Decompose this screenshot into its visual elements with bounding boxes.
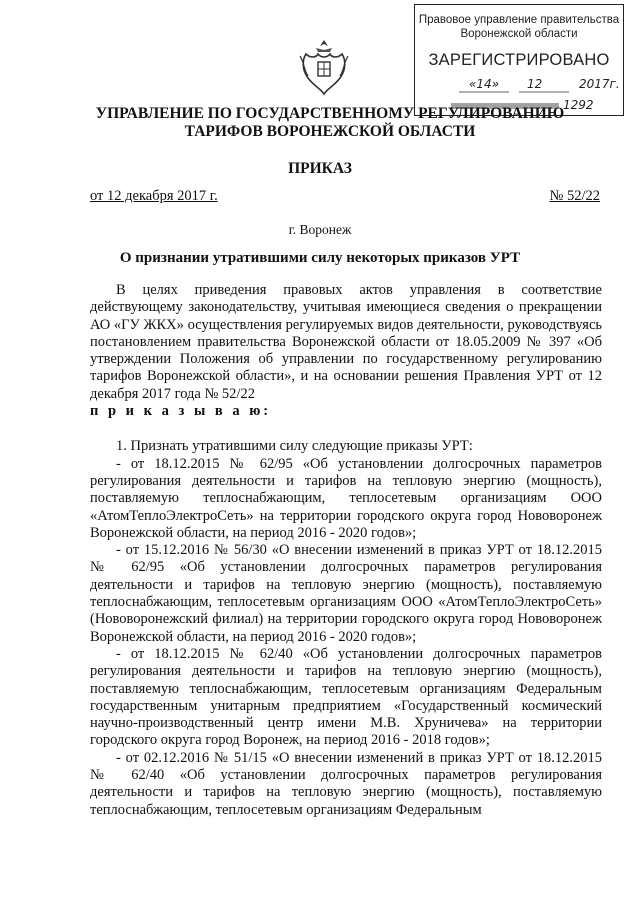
order-item-1: 1. Признать утратившими силу следующие приказы УРТ: [116,438,473,455]
stamp-date-underline [429,77,615,95]
document-number: № 52/22 [549,188,600,204]
order-word: п р и к а з ы в а ю: [90,403,272,420]
stamp-date [429,77,620,95]
stamp-org-line1: Правовое управление правительства [418,14,620,26]
stamp-registered-label: ЗАРЕГИСТРИРОВАНО [428,51,610,69]
stamp-org-line2: Воронежской области [460,28,578,40]
document-type-heading: ПРИКАЗ [288,160,352,177]
preamble-paragraph: В целях приведения правовых актов управления в соответствие действующему законодательству, учитывая имеющиеся сведения о прекращении АО «ГУ ЖКХ» осуществления регулируемых видов деятельности, руководствуясь постановлением правительства Воронежской области от 18.05.2009 № 397 «Об утверждении Положения об управлении по государственному регулированию тарифов Воронежской области», и на основании решения Правления УРТ от 12 декабря 2017 года № 52/22 [90,282,602,402]
document-subject: О признании утратившими силу некоторых приказов УРТ [119,250,521,266]
agency-title-line1: УПРАВЛЕНИЕ ПО ГОСУДАРСТВЕННОМУ РЕГУЛИРОВАНИЮ [95,105,565,122]
stamp-date-month: 12 [527,77,543,91]
agency-title-line2: ТАРИФОВ ВОРОНЕЖСКОЙ ОБЛАСТИ [184,123,476,140]
document-body [90,282,602,819]
stamp-date-year: 2017г. [579,77,620,91]
repealed-order-4: - от 02.12.2016 № 51/15 «О внесении изменений в приказ УРТ от 18.12.2015 № 62/40 «Об установлении долгосрочных параметров регулирования деятельности и тарифов на тепловую энергию (мощность), поставляемую теплоснабжающим, теплосетевым организациям Федеральным [90,749,602,818]
repealed-order-3: - от 18.12.2015 № 62/40 «Об установлении долгосрочных параметров регулирования деятельности и тарифов на тепловую энергию (мощность), поставляемую теплоснабжающим, теплосетевым организациям Федеральным государственным унитарным предприятием «Государственный космический научно-производственный центр имени М.В. Хруничева» на территории городского округа город Воронеж, на период 2016 - 2018 годов»; [90,645,602,749]
stamp-org [415,13,623,41]
repealed-order-1: - от 18.12.2015 № 62/95 «Об установлении долгосрочных параметров регулирования деятельности и тарифов на тепловую энергию (мощность), поставляемую теплоснабжающим, теплосетевым организациям ООО «АтомТеплоЭлектроСеть» на территории городского округа город Нововоронеж Воронежской области, на период 2016 - 2020 годов»; [90,455,602,541]
document-date: от 12 декабря 2017 г. [90,188,218,204]
stamp-date-day: «14» [469,77,500,91]
registration-stamp [414,4,624,116]
repealed-order-2: - от 15.12.2016 № 56/30 «О внесении изменений в приказ УРТ от 18.12.2015 № 62/95 «Об установлении долгосрочных параметров регулирования деятельности и тарифов на тепловую энергию (мощность), поставляемую теплоснабжающим, теплосетевым организациям ООО «АтомТеплоЭлектроСеть» (Нововоронежский филиал) на территории городского округа город Нововоронеж Воронежской области, на период 2016 - 2020 годов»; [90,542,602,645]
document-city: г. Воронеж [288,222,352,237]
stamp-reg-number: 1292 [563,98,594,112]
coat-of-arms-icon [296,36,352,98]
